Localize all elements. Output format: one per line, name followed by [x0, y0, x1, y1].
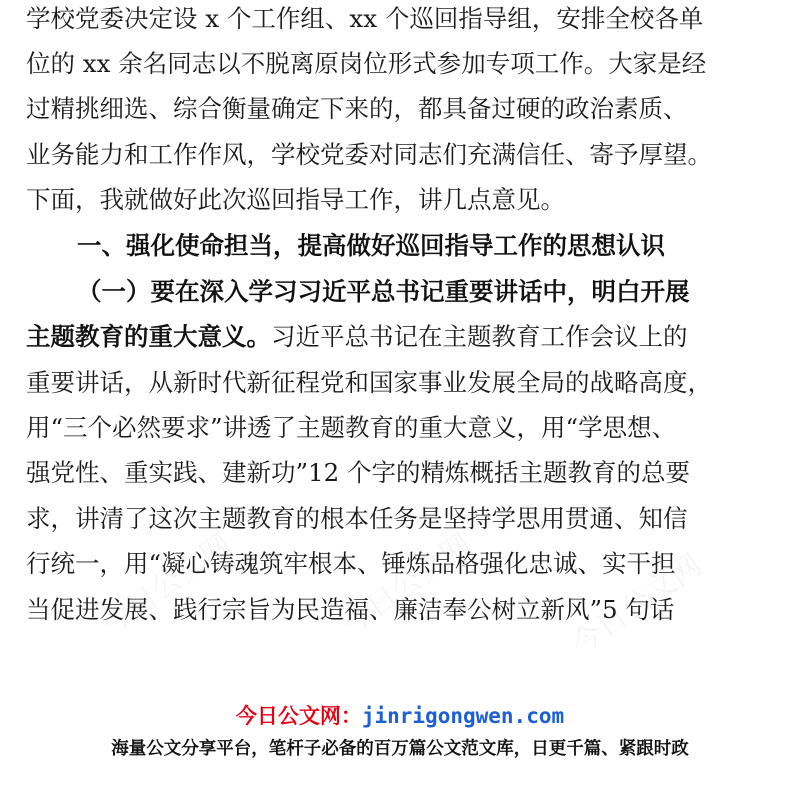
text-line: 当促进发展、践行宗旨为民造福、廉洁奉公树立新风”5 句话 [26, 595, 675, 624]
section-heading: 一、强化使命担当，提高做好巡回指导工作的思想认识 [77, 231, 665, 260]
text-line: 重要讲话，从新时代新征程党和国家事业发展全局的战略高度， [26, 368, 712, 397]
text-line: 强党性、重实践、建新功”12 个字的精炼概括主题教育的总要 [26, 458, 690, 487]
text-line [26, 322, 688, 352]
text-line: 业务能力和工作作风，学校党委对同志们充满信任、寄予厚望。 [26, 140, 712, 169]
subheading: （一）要在深入学习习近平总书记重要讲话中，明白开展 [77, 277, 690, 306]
text-line: 求，讲清了这次主题教育的根本任务是坚持学思用贯通、知信 [26, 504, 688, 533]
text-line: 学校党委决定设 x 个工作组、xx 个巡回指导组，安排全校各单 [26, 4, 704, 33]
footer [0, 700, 800, 800]
text-line: 行统一，用“凝心铸魂筑牢根本、锤炼品格强化忠诚、实干担 [26, 549, 676, 578]
footer-brand [0, 702, 800, 730]
brand-name: 今日公文网： [235, 704, 362, 728]
text-line: 过精挑细选、综合衡量确定下来的，都具备过硬的政治素质、 [26, 94, 688, 123]
subheading-continuation: 主题教育的重大意义。 [26, 322, 271, 351]
text-line: 位的 xx 余名同志以不脱离原岗位形式参加专项工作。大家是经 [26, 49, 707, 78]
text-line: 下面，我就做好此次巡回指导工作，讲几点意见。 [26, 185, 565, 214]
footer-tagline: 海量公文分享平台，笔杆子必备的百万篇公文范文库，日更千篇、紧跟时政 [111, 739, 689, 759]
text-span: 习近平总书记在主题教育工作会议上的 [271, 322, 688, 351]
brand-url-link[interactable]: jinrigongwen.com [361, 704, 565, 728]
text-line: 用“三个必然要求”讲透了主题教育的重大意义，用“学思想、 [26, 413, 677, 442]
